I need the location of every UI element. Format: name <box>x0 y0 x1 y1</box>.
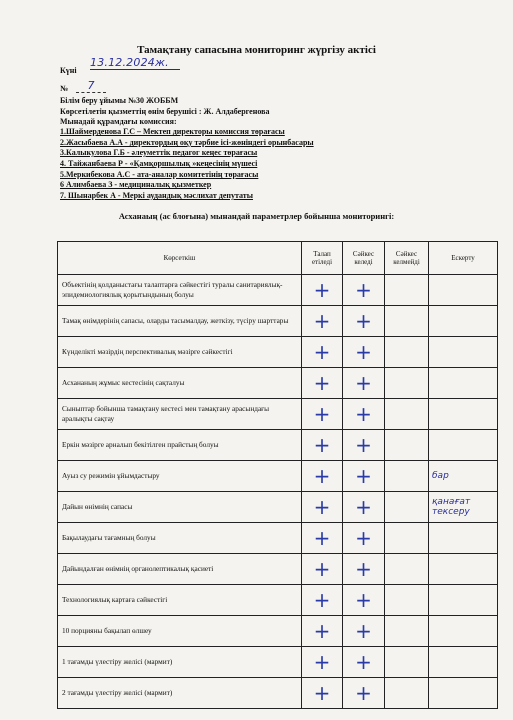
handwritten-plus-mark: + <box>313 371 331 395</box>
note-cell <box>429 616 498 647</box>
note-cell <box>429 275 498 306</box>
handwritten-plus-mark: + <box>355 464 372 488</box>
note-cell <box>429 678 498 709</box>
required-cell <box>302 492 343 523</box>
matches-cell <box>343 337 385 368</box>
member-line: 4. Тайжанбаева Р - «Қамқоршылық »кеңесінің мүшесі <box>60 159 258 168</box>
note-cell <box>429 585 498 616</box>
not-matches-cell <box>385 430 429 461</box>
matches-cell <box>343 275 385 306</box>
table-row <box>58 430 498 461</box>
handwritten-plus-mark: + <box>355 495 372 519</box>
not-matches-cell <box>385 678 429 709</box>
table-row <box>58 585 498 616</box>
matches-cell <box>343 430 385 461</box>
note-cell <box>429 399 498 430</box>
criterion-cell: Күнделікті мәзірдің перспективалық мәзірге сәйкестігі <box>58 337 302 368</box>
criterion-cell: 1 тағамды үлестіру желісі (мармит) <box>58 647 302 678</box>
handwritten-plus-mark: + <box>313 464 331 488</box>
required-cell <box>302 678 343 709</box>
table-row <box>58 616 498 647</box>
required-cell <box>302 430 343 461</box>
not-matches-cell <box>385 647 429 678</box>
matches-cell <box>343 616 385 647</box>
not-matches-cell <box>385 492 429 523</box>
table-row <box>58 306 498 337</box>
required-cell <box>302 275 343 306</box>
table-row <box>58 554 498 585</box>
member-line: 7. Шынарбек А - Меркі аудандық мәслихат депутаты <box>60 191 253 200</box>
matches-cell <box>343 399 385 430</box>
handwritten-plus-mark: + <box>313 278 331 302</box>
not-matches-cell <box>385 306 429 337</box>
member-line: 1.Шаймерденова Г.С – Мектеп директоры комиссия төрағасы <box>60 127 285 136</box>
required-cell <box>302 337 343 368</box>
monitoring-table <box>57 241 498 709</box>
table-row <box>58 461 498 492</box>
table-row <box>58 492 498 523</box>
criterion-cell: Сыныптар бойынша тамақтану кестесі мен тамақтану арасындағы аралықты сақтау <box>58 399 302 430</box>
matches-cell <box>343 585 385 616</box>
handwritten-plus-mark: + <box>355 650 372 674</box>
handwritten-plus-mark: + <box>355 619 372 643</box>
handwritten-plus-mark: + <box>355 402 372 426</box>
table-row <box>58 337 498 368</box>
required-cell <box>302 368 343 399</box>
required-cell <box>302 306 343 337</box>
matches-cell <box>343 647 385 678</box>
criterion-cell: Технологиялық картаға сәйкестігі <box>58 585 302 616</box>
member-line: 3.Калыкулова Г.Б - әлеуметтік педагог кеңес төрағасы <box>60 148 258 157</box>
commission-header: Мынадай құрамдағы комиссия: <box>60 117 177 126</box>
note-cell <box>429 430 498 461</box>
required-cell <box>302 554 343 585</box>
table-row <box>58 399 498 430</box>
table-row <box>58 647 498 678</box>
document-title: Тамақтану сапасына мониторинг жүргізу актісі <box>137 44 376 56</box>
provider-line: Көрсетілетін қызметтің өнім берушісі : Ж. Алдабергенова <box>60 107 270 116</box>
handwritten-plus-mark: + <box>313 402 331 426</box>
criterion-cell: 2 тағамды үлестіру желісі (мармит) <box>58 678 302 709</box>
matches-cell <box>343 461 385 492</box>
date-label: Күні <box>60 66 77 75</box>
criterion-cell: Дайын өнімнің сапасы <box>58 492 302 523</box>
header-not-matches: Сәйкес келмейді <box>385 242 429 275</box>
not-matches-cell <box>385 554 429 585</box>
criterion-cell: 10 порцияны бақылап өлшеу <box>58 616 302 647</box>
criterion-cell: Объектінің қолданыстағы талаптарға сәйкестігі туралы санитариялық-эпидемиологиялық қорытындының болуы <box>58 275 302 306</box>
handwritten-plus-mark: + <box>355 526 372 550</box>
member-line: 6 Алимбаева З - медициналық қызметкер <box>60 180 212 189</box>
required-cell <box>302 461 343 492</box>
note-cell <box>429 647 498 678</box>
handwritten-plus-mark: + <box>355 557 372 581</box>
required-cell <box>302 399 343 430</box>
number-value: 7 <box>76 79 106 93</box>
handwritten-plus-mark: + <box>355 340 372 364</box>
handwritten-plus-mark: + <box>313 433 331 457</box>
handwritten-plus-mark: + <box>313 588 331 612</box>
header-matches: Сәйкес келеді <box>343 242 385 275</box>
table-row <box>58 523 498 554</box>
handwritten-plus-mark: + <box>313 309 331 333</box>
handwritten-plus-mark: + <box>355 309 372 333</box>
criterion-cell: Тамақ өнімдерінің сапасы, оларды тасымалдау, жеткізу, түсіру шарттары <box>58 306 302 337</box>
required-cell <box>302 647 343 678</box>
table-row <box>58 275 498 306</box>
criterion-cell: Ауыз су режимін ұйымдастыру <box>58 461 302 492</box>
table-subtitle: Асханаың (ас блоғына) мынандай параметрлер бойынша мониторингі: <box>118 211 395 221</box>
date-value: 13.12.2024ж. <box>90 56 180 70</box>
handwritten-plus-mark: + <box>355 681 372 705</box>
handwritten-plus-mark: + <box>313 681 331 705</box>
member-line: 5.Меркибекова А.С - ата-аналар комитетінің төрағасы <box>60 170 259 179</box>
header-criterion: Көрсеткіш <box>58 242 302 275</box>
criterion-cell: Дайындалған өнімнің органолептикалық қасиеті <box>58 554 302 585</box>
required-cell <box>302 616 343 647</box>
header-note: Ескерту <box>429 242 498 275</box>
note-cell <box>429 306 498 337</box>
note-cell: бар <box>429 461 498 492</box>
number-label: № <box>60 84 69 93</box>
not-matches-cell <box>385 368 429 399</box>
not-matches-cell <box>385 461 429 492</box>
handwritten-plus-mark: + <box>355 588 372 612</box>
handwritten-plus-mark: + <box>355 433 372 457</box>
required-cell <box>302 585 343 616</box>
member-line: 2.Жасыбаева А.А - директордың оқу тәрбие ісі-жөніндегі орынбасары <box>60 138 314 147</box>
note-cell <box>429 368 498 399</box>
school-line: Білім беру ұйымы №30 ЖОББМ <box>60 96 179 105</box>
not-matches-cell <box>385 585 429 616</box>
required-cell <box>302 523 343 554</box>
matches-cell <box>343 678 385 709</box>
handwritten-plus-mark: + <box>355 371 372 395</box>
header-required: Талап етіледі <box>302 242 343 275</box>
handwritten-plus-mark: + <box>313 526 331 550</box>
matches-cell <box>343 492 385 523</box>
handwritten-plus-mark: + <box>355 278 372 302</box>
table-row <box>58 368 498 399</box>
criterion-cell: Еркін мәзірге арналып бекітілген прайстың болуы <box>58 430 302 461</box>
not-matches-cell <box>385 337 429 368</box>
handwritten-plus-mark: + <box>313 619 331 643</box>
not-matches-cell <box>385 523 429 554</box>
not-matches-cell <box>385 616 429 647</box>
handwritten-plus-mark: + <box>313 650 331 674</box>
handwritten-plus-mark: + <box>313 557 331 581</box>
table-row <box>58 678 498 709</box>
matches-cell <box>343 554 385 585</box>
table-header-row <box>58 242 498 275</box>
not-matches-cell <box>385 275 429 306</box>
note-cell <box>429 523 498 554</box>
matches-cell <box>343 368 385 399</box>
handwritten-plus-mark: + <box>313 495 331 519</box>
not-matches-cell <box>385 399 429 430</box>
criterion-cell: Бақылаудағы тағамның болуы <box>58 523 302 554</box>
note-cell <box>429 337 498 368</box>
matches-cell <box>343 523 385 554</box>
note-cell <box>429 554 498 585</box>
note-cell: қанағат тексеру <box>429 492 498 523</box>
handwritten-plus-mark: + <box>313 340 331 364</box>
criterion-cell: Асхананың жұмыс кестесінің сақталуы <box>58 368 302 399</box>
matches-cell <box>343 306 385 337</box>
